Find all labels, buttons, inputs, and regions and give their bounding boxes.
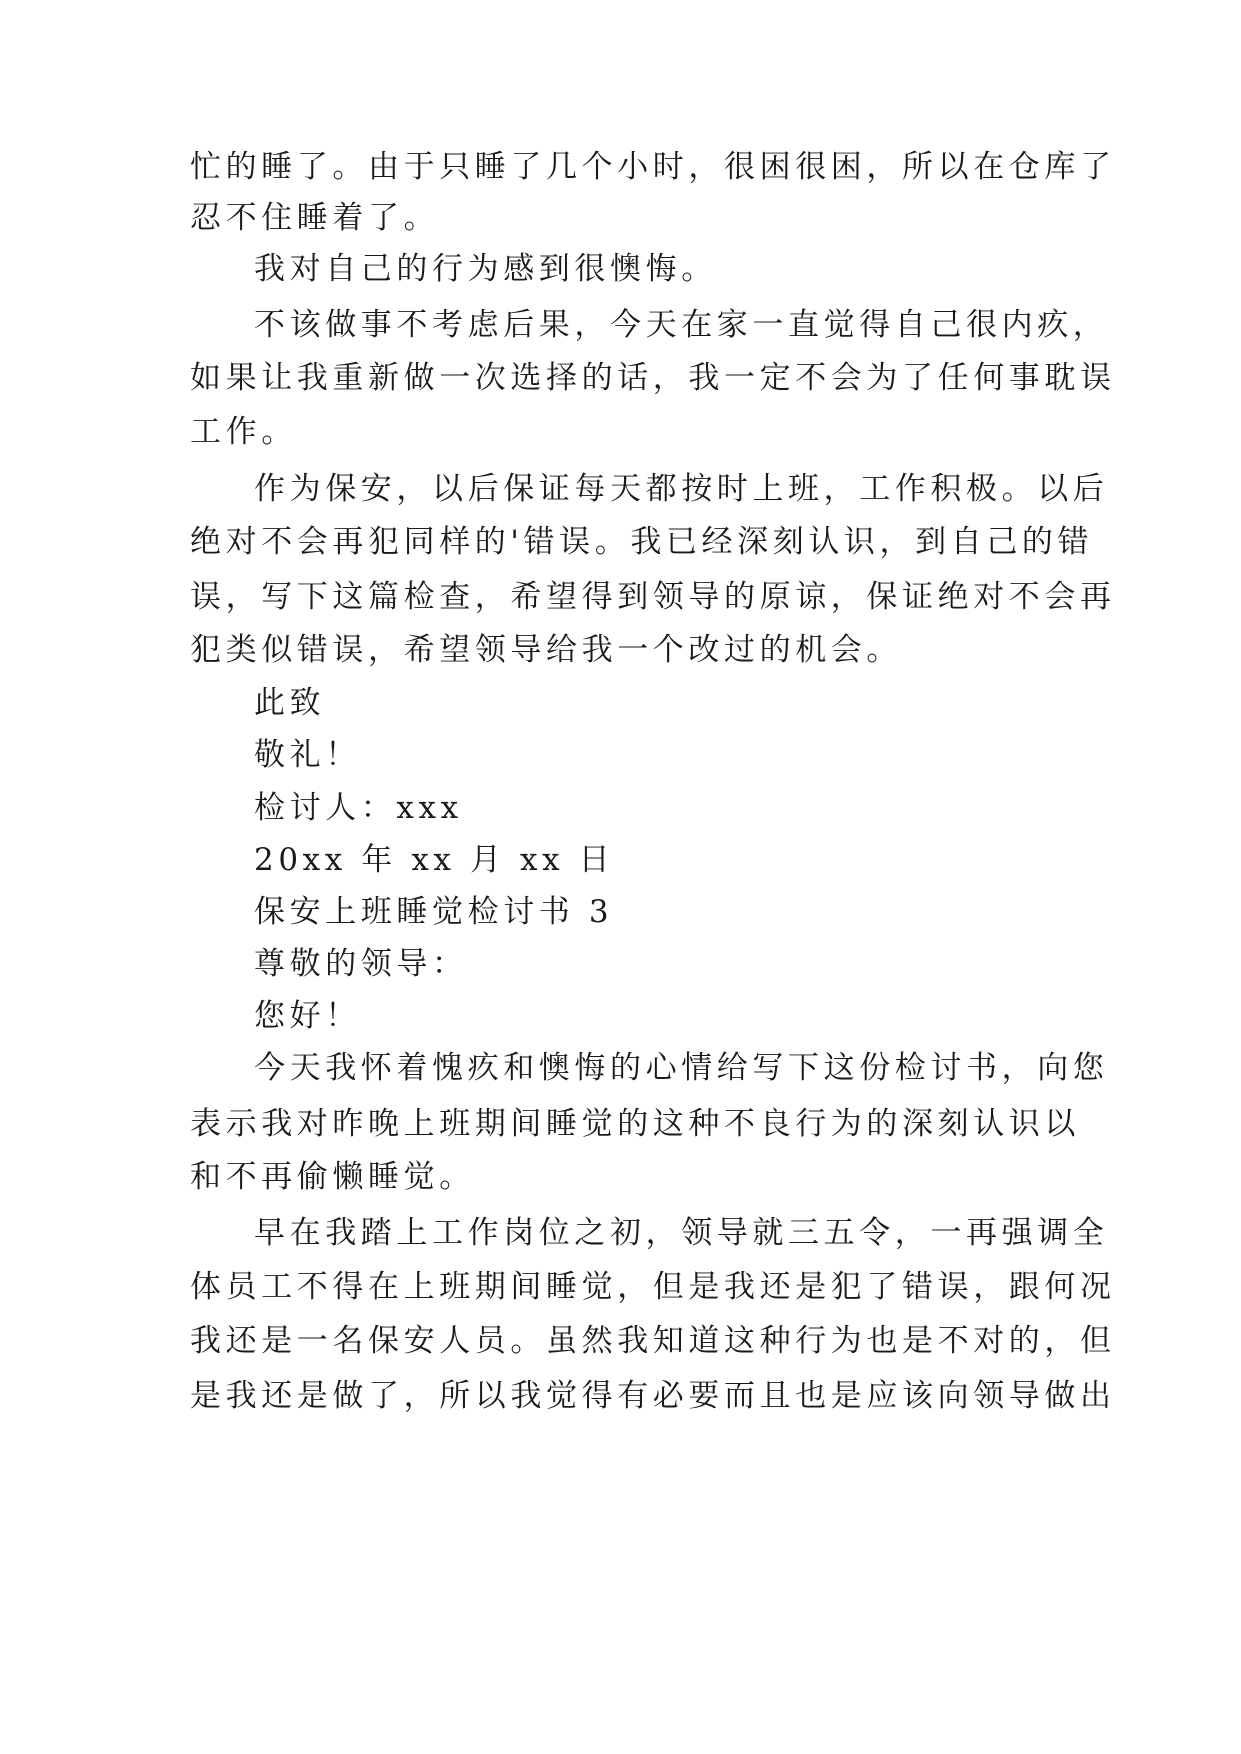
text-line: 犯类似错误，希望领导给我一个改过的机会。 (190, 632, 902, 668)
text-line: 尊敬的领导： (254, 946, 468, 982)
text-line: 您好！ (254, 998, 361, 1034)
text-line: 保安上班睡觉检讨书 3 (254, 894, 614, 930)
text-line: 表示我对昨晚上班期间睡觉的这种不良行为的深刻认识以 (190, 1106, 1080, 1142)
text-line: 不该做事不考虑后果，今天在家一直觉得自己很内疚， (254, 307, 1109, 343)
text-line: 和不再偷懒睡觉。 (190, 1159, 475, 1195)
text-line: 敬礼！ (254, 737, 361, 773)
text-line: 工作。 (190, 414, 297, 450)
text-line: 20xx 年 xx 月 xx 日 (254, 842, 615, 878)
text-line: 我对自己的行为感到很懊悔。 (254, 251, 717, 287)
text-line: 是我还是做了，所以我觉得有必要而且也是应该向领导做出 (190, 1378, 1116, 1414)
text-line: 体员工不得在上班期间睡觉，但是我还是犯了错误，跟何况 (190, 1269, 1116, 1305)
text-line: 今天我怀着愧疚和懊悔的心情给写下这份检讨书，向您 (254, 1050, 1109, 1086)
text-line: 早在我踏上工作岗位之初，领导就三五令，一再强调全 (254, 1215, 1109, 1251)
text-line: 误，写下这篇检查，希望得到领导的原谅，保证绝对不会再 (190, 579, 1116, 615)
text-line: 忍不住睡着了。 (190, 200, 440, 236)
text-line: 绝对不会再犯同样的'错误。我已经深刻认识，到自己的错 (190, 524, 1094, 560)
text-line: 如果让我重新做一次选择的话，我一定不会为了任何事耽误 (190, 360, 1116, 396)
text-line: 作为保安，以后保证每天都按时上班，工作积极。以后 (254, 471, 1109, 507)
text-line: 我还是一名保安人员。虽然我知道这种行为也是不对的，但 (190, 1323, 1116, 1359)
text-line: 检讨人：xxx (254, 790, 463, 826)
text-line: 忙的睡了。由于只睡了几个小时，很困很困，所以在仓库了 (190, 149, 1116, 185)
text-line: 此致 (254, 685, 326, 721)
